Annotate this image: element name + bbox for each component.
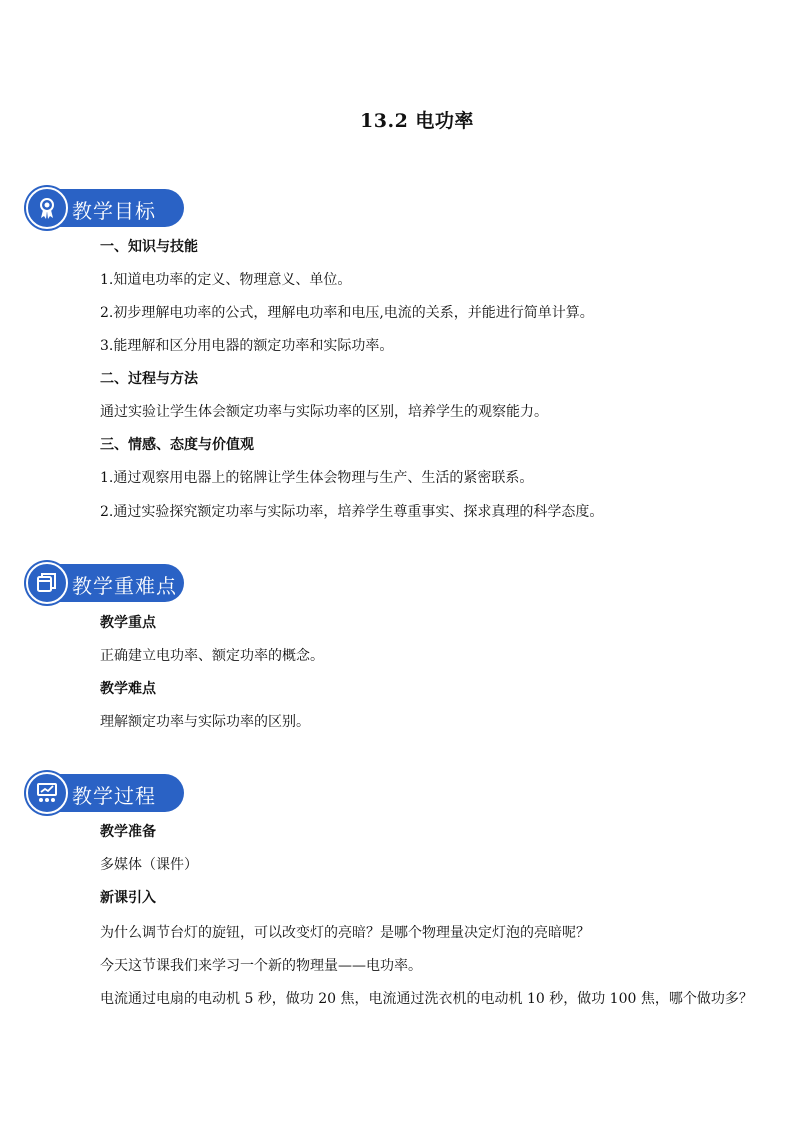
subheading: 教学重点 bbox=[100, 615, 156, 631]
paragraph: 3.能理解和区分用电器的额定功率和实际功率。 bbox=[100, 338, 394, 354]
paragraph: 正确建立电功率、额定功率的概念。 bbox=[100, 648, 324, 664]
subheading: 二、过程与方法 bbox=[100, 371, 198, 387]
presentation-board-icon bbox=[26, 772, 68, 814]
section-header-key-points bbox=[26, 562, 184, 604]
section-title: 教学过程 bbox=[72, 784, 156, 808]
subheading: 三、情感、态度与价值观 bbox=[100, 437, 254, 453]
paragraph: 通过实验让学生体会额定功率与实际功率的区别，培养学生的观察能力。 bbox=[100, 404, 548, 420]
stacked-pages-icon bbox=[26, 562, 68, 604]
paragraph: 2.初步理解电功率的公式，理解电功率和电压,电流的关系，并能进行简单计算。 bbox=[100, 305, 594, 321]
award-ribbon-icon bbox=[26, 187, 68, 229]
paragraph: 今天这节课我们来学习一个新的物理量——电功率。 bbox=[100, 958, 422, 974]
paragraph: 1.知道电功率的定义、物理意义、单位。 bbox=[100, 272, 352, 288]
section-title: 教学目标 bbox=[72, 199, 156, 223]
subheading: 一、知识与技能 bbox=[100, 239, 198, 255]
paragraph: 电流通过电扇的电动机 5 秒，做功 20 焦，电流通过洗衣机的电动机 10 秒，做功 100 焦，哪个做功多？ bbox=[100, 991, 753, 1007]
section-header-objectives bbox=[26, 187, 184, 229]
page-title: 13.2 电功率 bbox=[360, 110, 474, 132]
paragraph: 为什么调节台灯的旋钮，可以改变灯的亮暗？是哪个物理量决定灯泡的亮暗呢？ bbox=[100, 925, 590, 941]
subheading: 教学难点 bbox=[100, 681, 156, 697]
paragraph: 多媒体（课件） bbox=[100, 857, 198, 873]
section-title: 教学重难点 bbox=[72, 574, 177, 598]
paragraph: 理解额定功率与实际功率的区别。 bbox=[100, 714, 310, 730]
paragraph: 2.通过实验探究额定功率与实际功率，培养学生尊重事实、探求真理的科学态度。 bbox=[100, 504, 604, 520]
section-header-process bbox=[26, 772, 184, 814]
subheading: 新课引入 bbox=[100, 890, 156, 906]
paragraph: 1.通过观察用电器上的铭牌让学生体会物理与生产、生活的紧密联系。 bbox=[100, 470, 534, 486]
subheading: 教学准备 bbox=[100, 824, 156, 840]
